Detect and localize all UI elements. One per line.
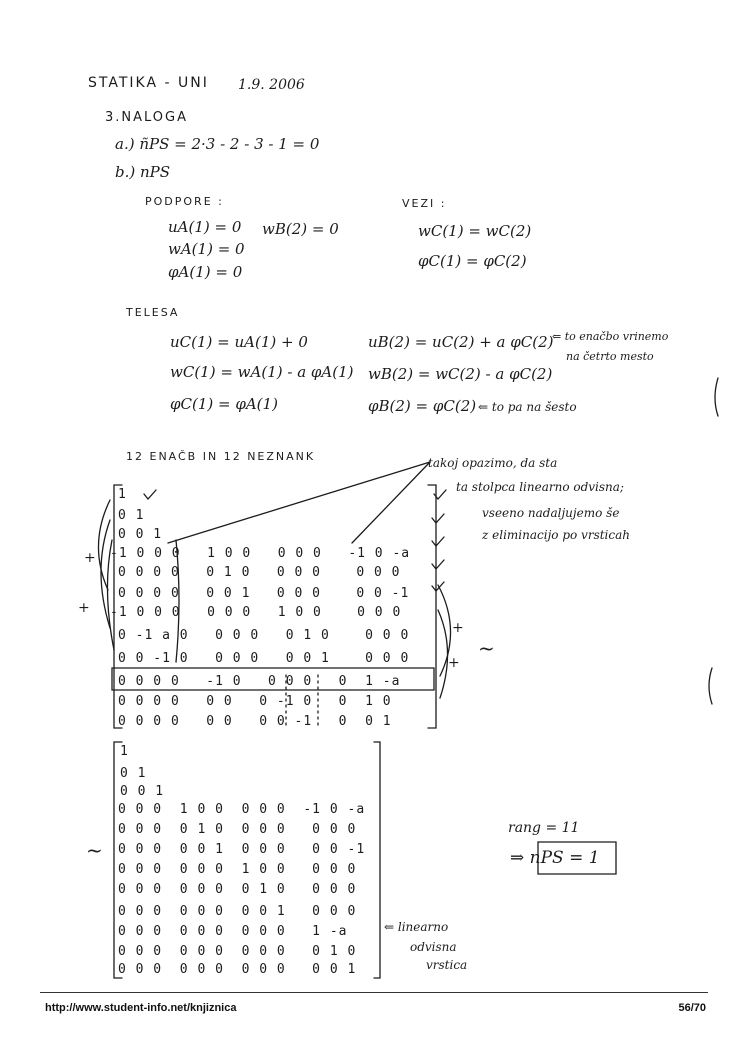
matrix-2-left-bracket [114, 742, 122, 978]
matrix-row: 0 0 0 1 0 0 0 0 0 -1 0 -a [118, 802, 366, 817]
matrix-row: 0 0 0 0 -1 0 0 0 0 0 1 -a [118, 674, 401, 689]
matrix-row: 0 0 0 0 0 0 0 0 0 0 1 0 [118, 944, 357, 959]
matrix-row: -1 0 0 0 0 0 0 1 0 0 0 0 0 [110, 605, 402, 620]
matrix-row: 0 0 0 0 0 1 0 0 0 0 0 -1 [118, 842, 366, 857]
matrix-row: 0 0 0 0 0 0 0 0 -1 0 0 1 [118, 714, 392, 729]
matrix-row: 0 1 [120, 766, 147, 781]
punch-hole-mark [715, 378, 718, 416]
page-number: 56/70 [678, 1002, 706, 1014]
matrix-row: 0 0 0 0 0 0 1 0 0 0 0 0 [118, 862, 357, 877]
part-a: a.) ñPS = 2·3 - 2 - 3 - 1 = 0 [115, 135, 320, 153]
matrix-row: 0 0 0 0 0 0 1 0 0 0 0 0 -1 [118, 586, 410, 601]
matrix-row: 0 -1 a 0 0 0 0 0 1 0 0 0 0 [118, 628, 410, 643]
podpore-extra: wB(2) = 0 [262, 220, 339, 238]
telesa-note: ⇐ to pa na šesto [478, 400, 577, 414]
matrix-row: -1 0 0 0 1 0 0 0 0 0 -1 0 -a [110, 546, 411, 561]
telesa-right-line: φB(2) = φC(2) [368, 397, 477, 415]
punch-hole-mark [709, 668, 712, 704]
footer-divider [40, 992, 708, 993]
result-box [538, 842, 616, 874]
system-note-line: vseeno nadaljujemo še [482, 506, 620, 520]
podpore-line: φA(1) = 0 [168, 263, 243, 281]
tilde-sign: ~ [478, 636, 495, 660]
telesa-left-line: wC(1) = wA(1) - a φA(1) [170, 363, 354, 381]
matrix-row: 0 0 1 [118, 527, 163, 542]
rank-result: rang = 11 [508, 820, 580, 836]
check-mark [432, 582, 444, 591]
nps-result: ⇒ nPS = 1 [510, 848, 600, 868]
matrix-1-column-divider [176, 540, 179, 662]
telesa-left-line: uC(1) = uA(1) + 0 [170, 333, 308, 351]
telesa-right-line: uB(2) = uC(2) + a φC(2) [368, 333, 554, 351]
system-label: 12 ENAČB IN 12 NEZNANK [126, 450, 316, 463]
row-op-arrow [107, 540, 114, 650]
row-op-plus: + [84, 550, 96, 566]
podpore-label: PODPORE : [145, 195, 224, 208]
telesa-note: ⇐ to enačbo vrinemo [552, 330, 669, 343]
telesa-note: na četrto mesto [566, 350, 654, 363]
row-op-plus: + [78, 600, 90, 616]
system-note-line: ta stolpca linearno odvisna; [456, 480, 624, 494]
row-op-arrow [438, 610, 448, 698]
vezi-line: wC(1) = wC(2) [418, 222, 532, 240]
matrix-row: 1 [118, 487, 127, 502]
row-op-plus: + [452, 620, 464, 636]
part-b: b.) nPS [115, 163, 171, 181]
matrix-row: 0 0 0 0 1 0 0 0 0 0 0 0 [118, 822, 357, 837]
tilde-sign: ~ [86, 838, 103, 862]
check-mark [432, 514, 444, 523]
matrix-row: 0 0 1 [120, 784, 165, 799]
dependent-row-note: odvisna [410, 940, 457, 954]
check-mark [432, 560, 444, 569]
matrix-1-row-box [112, 668, 434, 690]
telesa-left-line: φC(1) = φA(1) [170, 395, 278, 413]
exam-date: 1.9. 2006 [238, 77, 305, 93]
matrix-row: 0 1 [118, 508, 145, 523]
dependent-row-note: ⇐ linearno [384, 920, 449, 934]
system-note-line: z eliminacijo po vrsticah [482, 528, 630, 542]
dependent-row-note: vrstica [426, 958, 468, 972]
check-mark [432, 537, 444, 546]
telesa-label: TELESA [126, 306, 180, 319]
check-mark [144, 490, 156, 499]
matrix-row: 0 0 0 0 0 0 0 0 0 0 0 1 [118, 962, 357, 977]
task-label: 3.NALOGA [105, 110, 188, 125]
matrix-row: 1 [120, 744, 129, 759]
matrix-row: 0 0 0 0 0 1 0 0 0 0 0 0 0 [118, 565, 401, 580]
matrix-1-left-bracket [114, 485, 122, 728]
footer-link[interactable]: http://www.student-info.net/knjiznica [45, 1002, 237, 1014]
matrix-row: 0 0 -1 0 0 0 0 0 0 1 0 0 0 [118, 651, 410, 666]
row-op-plus: + [448, 655, 460, 671]
matrix-row: 0 0 0 0 0 0 0 -1 0 0 1 0 [118, 694, 392, 709]
podpore-line: wA(1) = 0 [168, 240, 245, 258]
telesa-right-line: wB(2) = wC(2) - a φC(2) [368, 365, 553, 383]
matrix-row: 0 0 0 0 0 0 0 0 1 0 0 0 [118, 904, 357, 919]
system-note-line: takoj opazimo, da sta [428, 456, 558, 470]
matrix-row: 0 0 0 0 0 0 0 0 0 1 -a [118, 924, 348, 939]
page-title: STATIKA - UNI [88, 75, 209, 91]
matrix-row: 0 0 0 0 0 0 0 1 0 0 0 0 [118, 882, 357, 897]
vezi-label: VEZI : [402, 197, 447, 210]
vezi-line: φC(1) = φC(2) [418, 252, 527, 270]
podpore-line: uA(1) = 0 [168, 218, 242, 236]
matrix-2-right-bracket [374, 742, 380, 978]
